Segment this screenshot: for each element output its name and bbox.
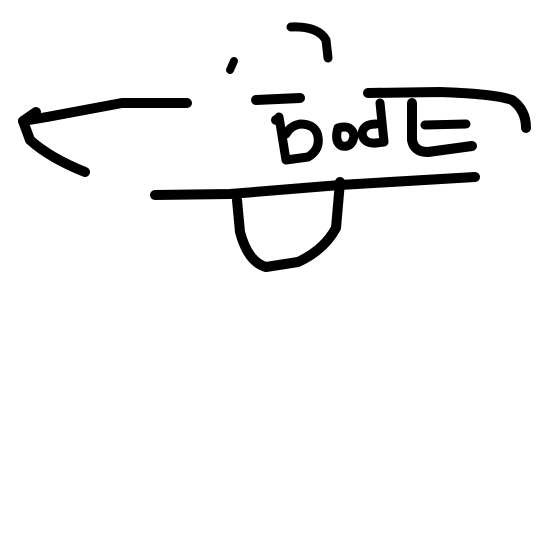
upper-bar-stroke [256,98,300,100]
lower-rim-stroke [155,177,475,195]
letter-o-stroke [337,127,354,146]
letter-d-stroke [362,103,384,143]
letter-c-inner-stroke [425,124,466,125]
letter-b-stroke [279,117,318,160]
small-tick-stroke [230,61,234,70]
left-sweep-stroke [23,103,187,172]
letter-dot [271,115,281,125]
top-hook-stroke [291,27,328,58]
